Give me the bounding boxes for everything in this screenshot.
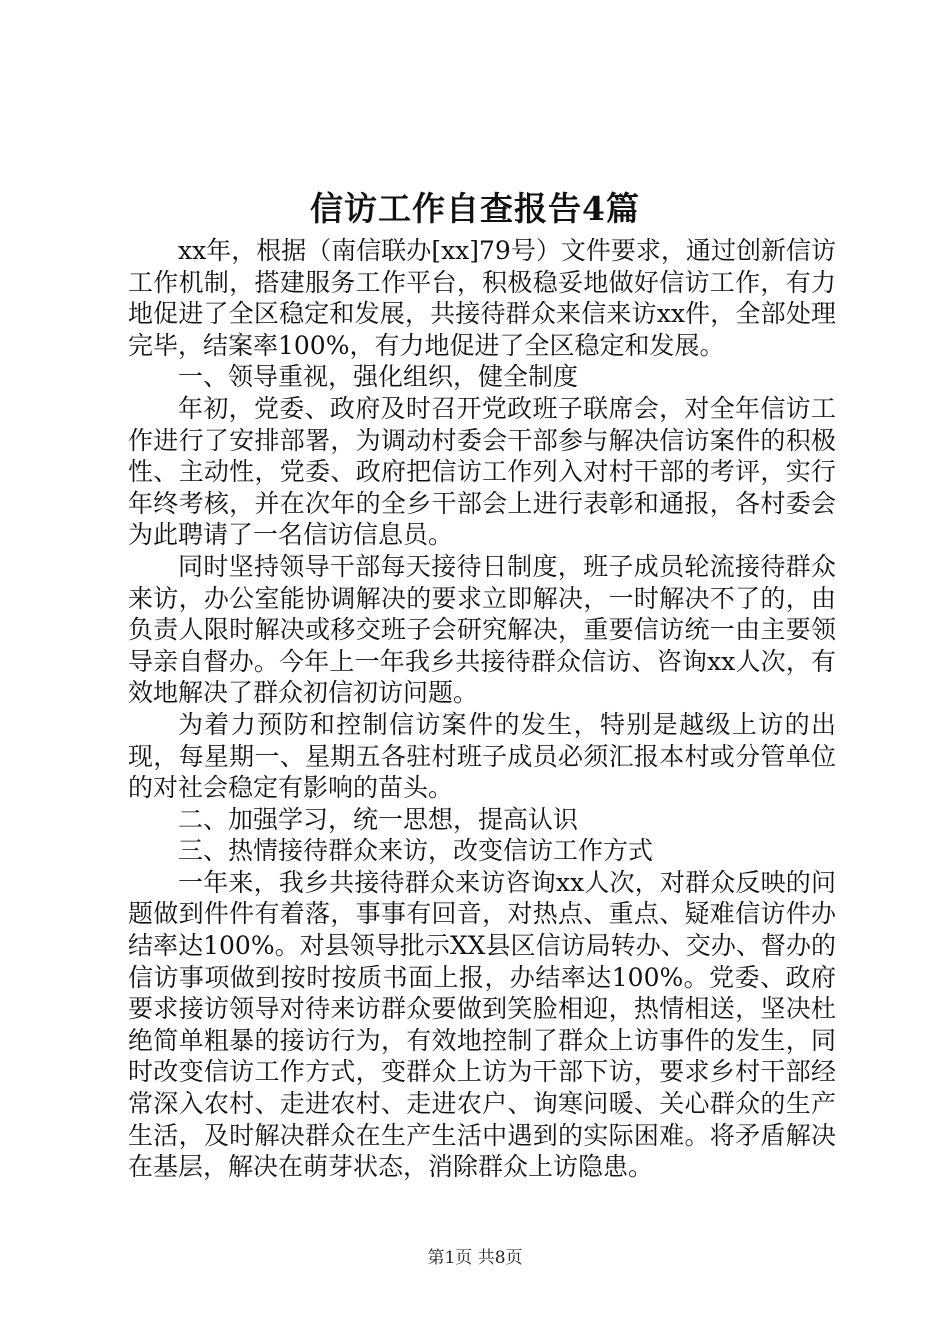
section-heading-1: 一、领导重视，强化组织，健全制度 xyxy=(178,362,579,392)
paragraph-1: 年初，党委、政府及时召开党政班子联席会，对全年信访工作进行了安排部署，为调动村委会干部参与解决信访案件的积极性、主动性，党委、政府把信访工作列入对村干部的考评，实行年终考核，并在次年的全乡干部会上进行表彰和通报，各村委会为此聘请了一名信访信息员。 xyxy=(128,393,836,550)
page-footer: 第1页 共8页 xyxy=(427,1248,523,1268)
document-body xyxy=(128,235,836,1183)
paragraph-4: 一年来，我乡共接待群众来访咨询xx人次，对群众反映的问题做到件件有着落，事事有回音，对热点、重点、疑难信访件办结率达100%。对县领导批示XX县区信访局转办、交办、督办的信访事项做到按时按质书面上报，办结率达100%。党委、政府要求接访领导对待来访群众要做到笑脸相迎，热情相送，坚决杜绝简单粗暴的接访行为，有效地控制了群众上访事件的发生，同时改变信访工作方式，变群众上访为干部下访，要求乡村干部经常深入农村、走进农村、走进农户、询寒问暖、关心群众的生产生活，及时解决群众在生产生活中遇到的实际困难。将矛盾解决在基层，解决在萌芽状态，消除群众上访隐患。 xyxy=(128,867,836,1182)
paragraph-2: 同时坚持领导干部每天接待日制度，班子成员轮流接待群众来访，办公室能协调解决的要求立即解决，一时解决不了的，由负责人限时解决或移交班子会研究解决，重要信访统一由主要领导亲自督办。今年上一年我乡共接待群众信访、咨询xx人次，有效地解决了群众初信初访问题。 xyxy=(128,551,836,708)
section-heading-3: 三、热情接待群众来访，改变信访工作方式 xyxy=(178,836,654,866)
paragraph-intro: xx年，根据（南信联办[xx]79号）文件要求，通过创新信访工作机制，搭建服务工作平台，积极稳妥地做好信访工作，有力地促进了全区稳定和发展，共接待群众来信来访xx件，全部处理完毕，结案率100%，有力地促进了全区稳定和发展。 xyxy=(128,236,836,360)
document-title: 信访工作自查报告4篇 xyxy=(310,189,640,228)
paragraph-3: 为着力预防和控制信访案件的发生，特别是越级上访的出现，每星期一、星期五各驻村班子成员必须汇报本村或分管单位的对社会稳定有影响的苗头。 xyxy=(128,709,836,803)
section-heading-2: 二、加强学习，统一思想，提高认识 xyxy=(178,804,579,834)
